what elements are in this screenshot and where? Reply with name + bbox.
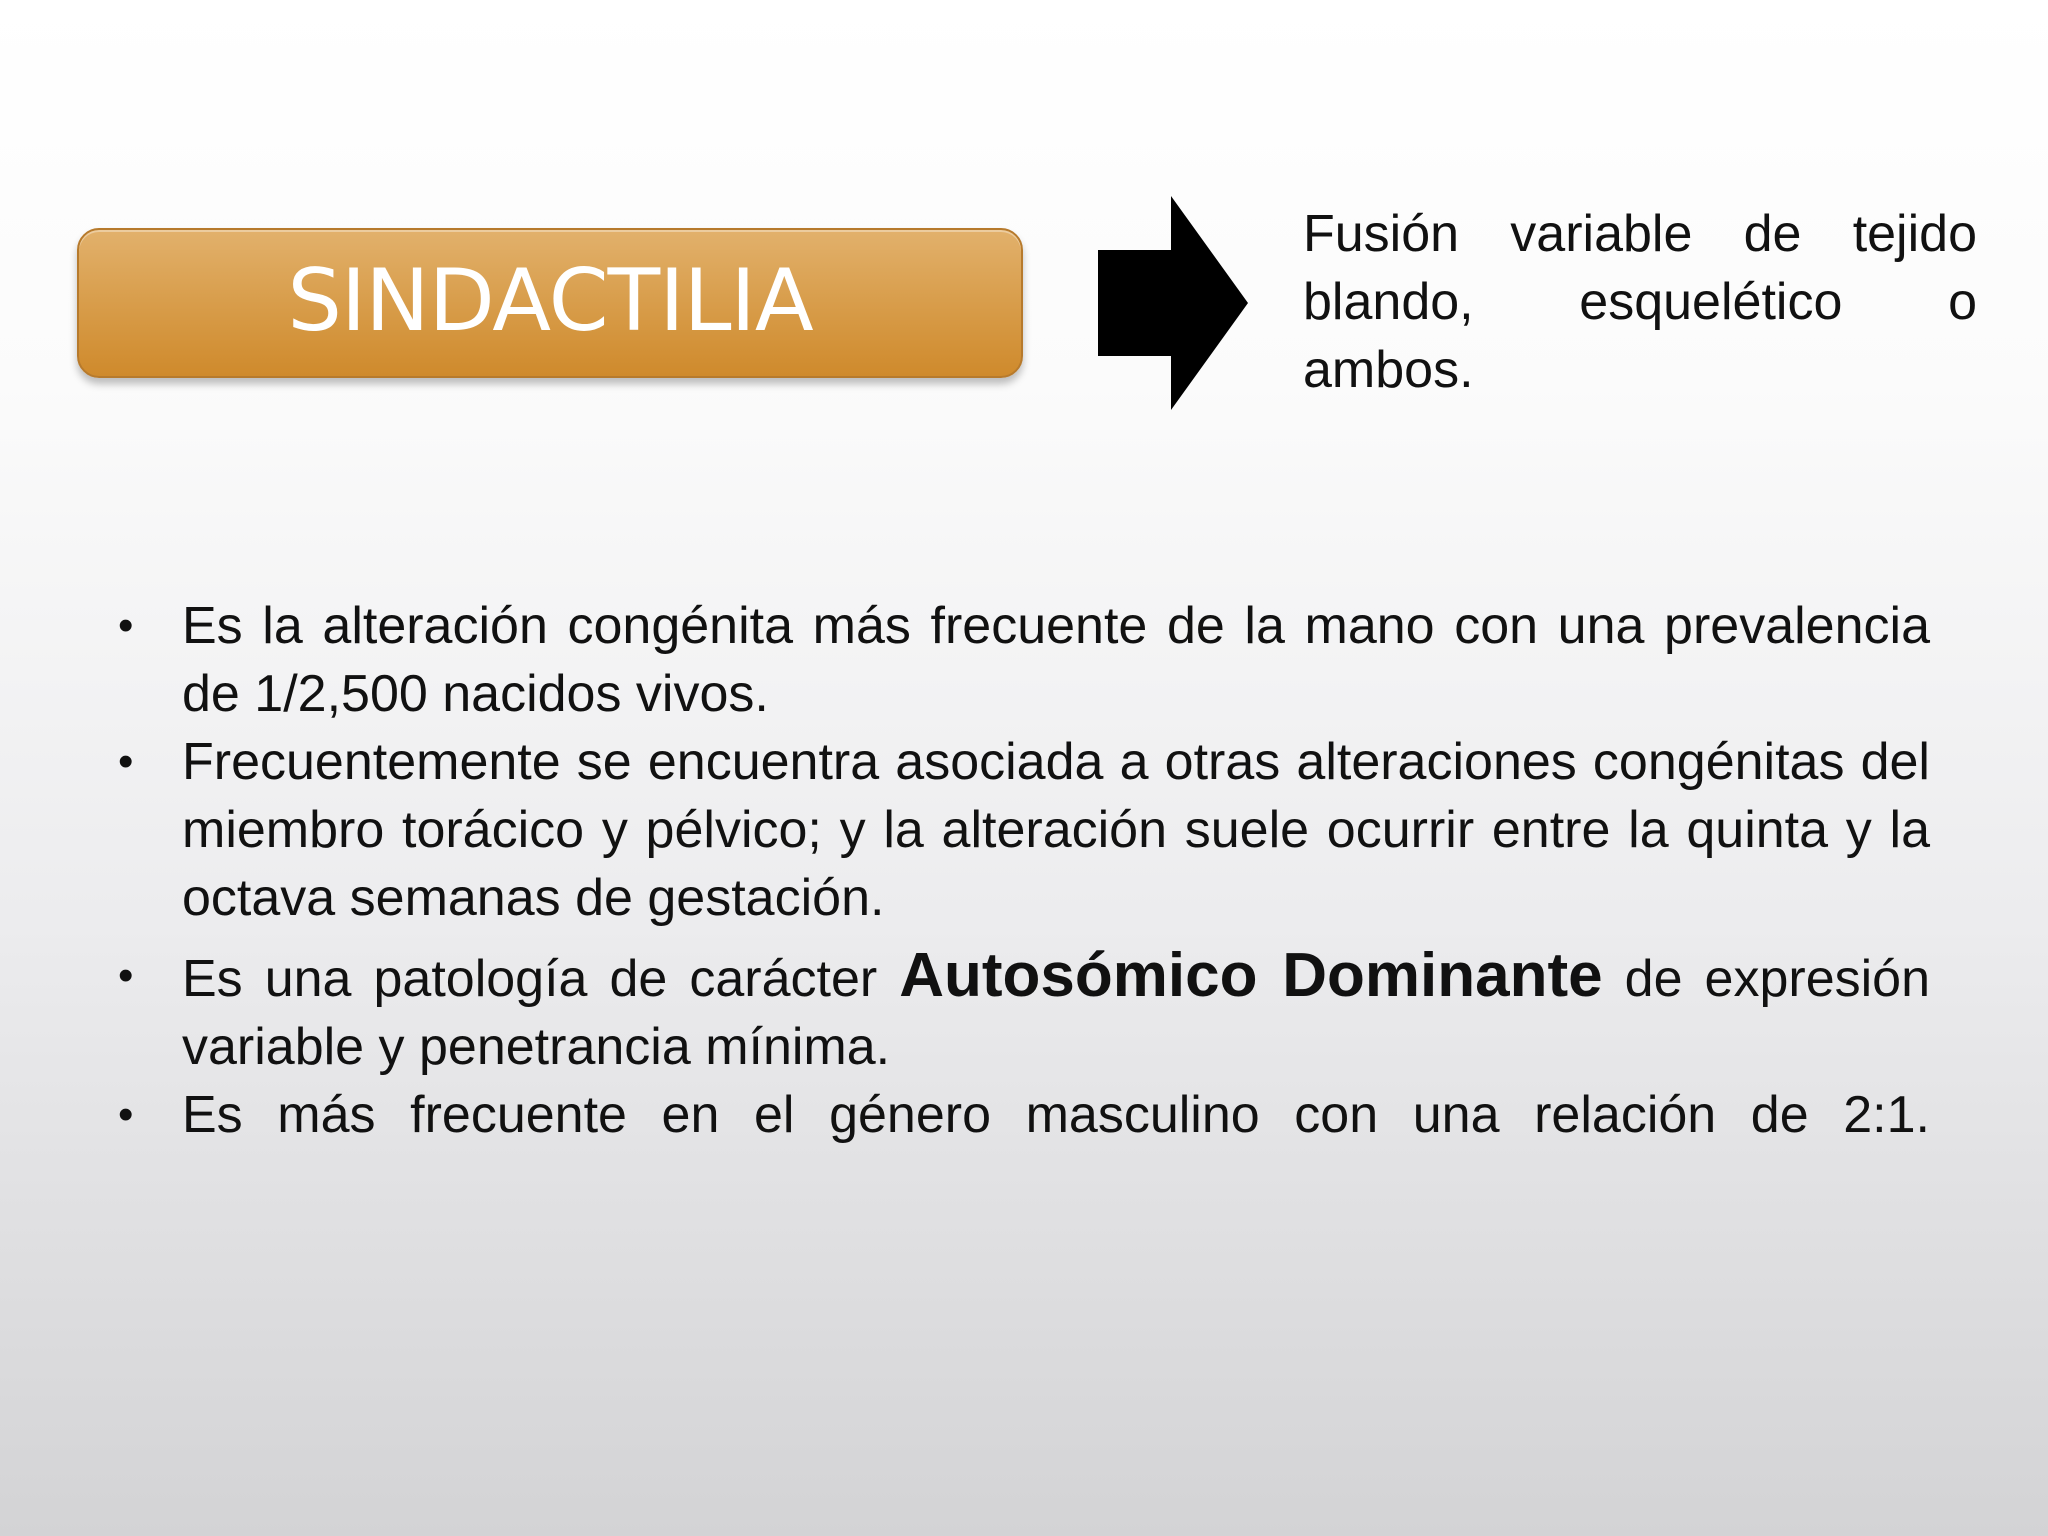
- bullet-glyph: •: [118, 601, 134, 650]
- bullet-item-prevalence: [110, 592, 1930, 728]
- bullet-glyph: •: [118, 951, 134, 1000]
- bullet-bold-term: Autosómico Dominante: [899, 941, 1603, 1010]
- slide-title: SINDACTILIA: [287, 251, 813, 351]
- bullet-item-inheritance: [110, 942, 1930, 1081]
- bullet-text: Frecuentemente se encuentra asociada a otras alteraciones congénitas del miembro torácico y pélvico; y la alteración suele ocurrir entre la quinta y la octava semanas de gestación.: [182, 733, 1930, 927]
- bullet-item-association: [110, 728, 1930, 932]
- bullet-text-before: Es una patología de carácter: [182, 950, 900, 1008]
- bullet-glyph: •: [118, 1090, 134, 1139]
- bullet-text: Es la alteración congénita más frecuente de la mano con una prevalencia de 1/2,500 nacidos vivos.: [182, 597, 1930, 723]
- definition-text: Fusión variable de tejido blando, esquelético o ambos.: [1303, 205, 1977, 399]
- bullet-list: [110, 592, 1930, 1149]
- bullet-glyph: •: [118, 737, 134, 786]
- right-arrow-icon: [1098, 196, 1248, 410]
- title-box: [77, 228, 1023, 378]
- bullet-text-after: de expresión variable y penetrancia mínima.: [182, 950, 1931, 1076]
- bullet-item-gender: [110, 1081, 1930, 1149]
- bullet-text: Es más frecuente en el género masculino con una relación de 2:1.: [182, 1086, 1930, 1144]
